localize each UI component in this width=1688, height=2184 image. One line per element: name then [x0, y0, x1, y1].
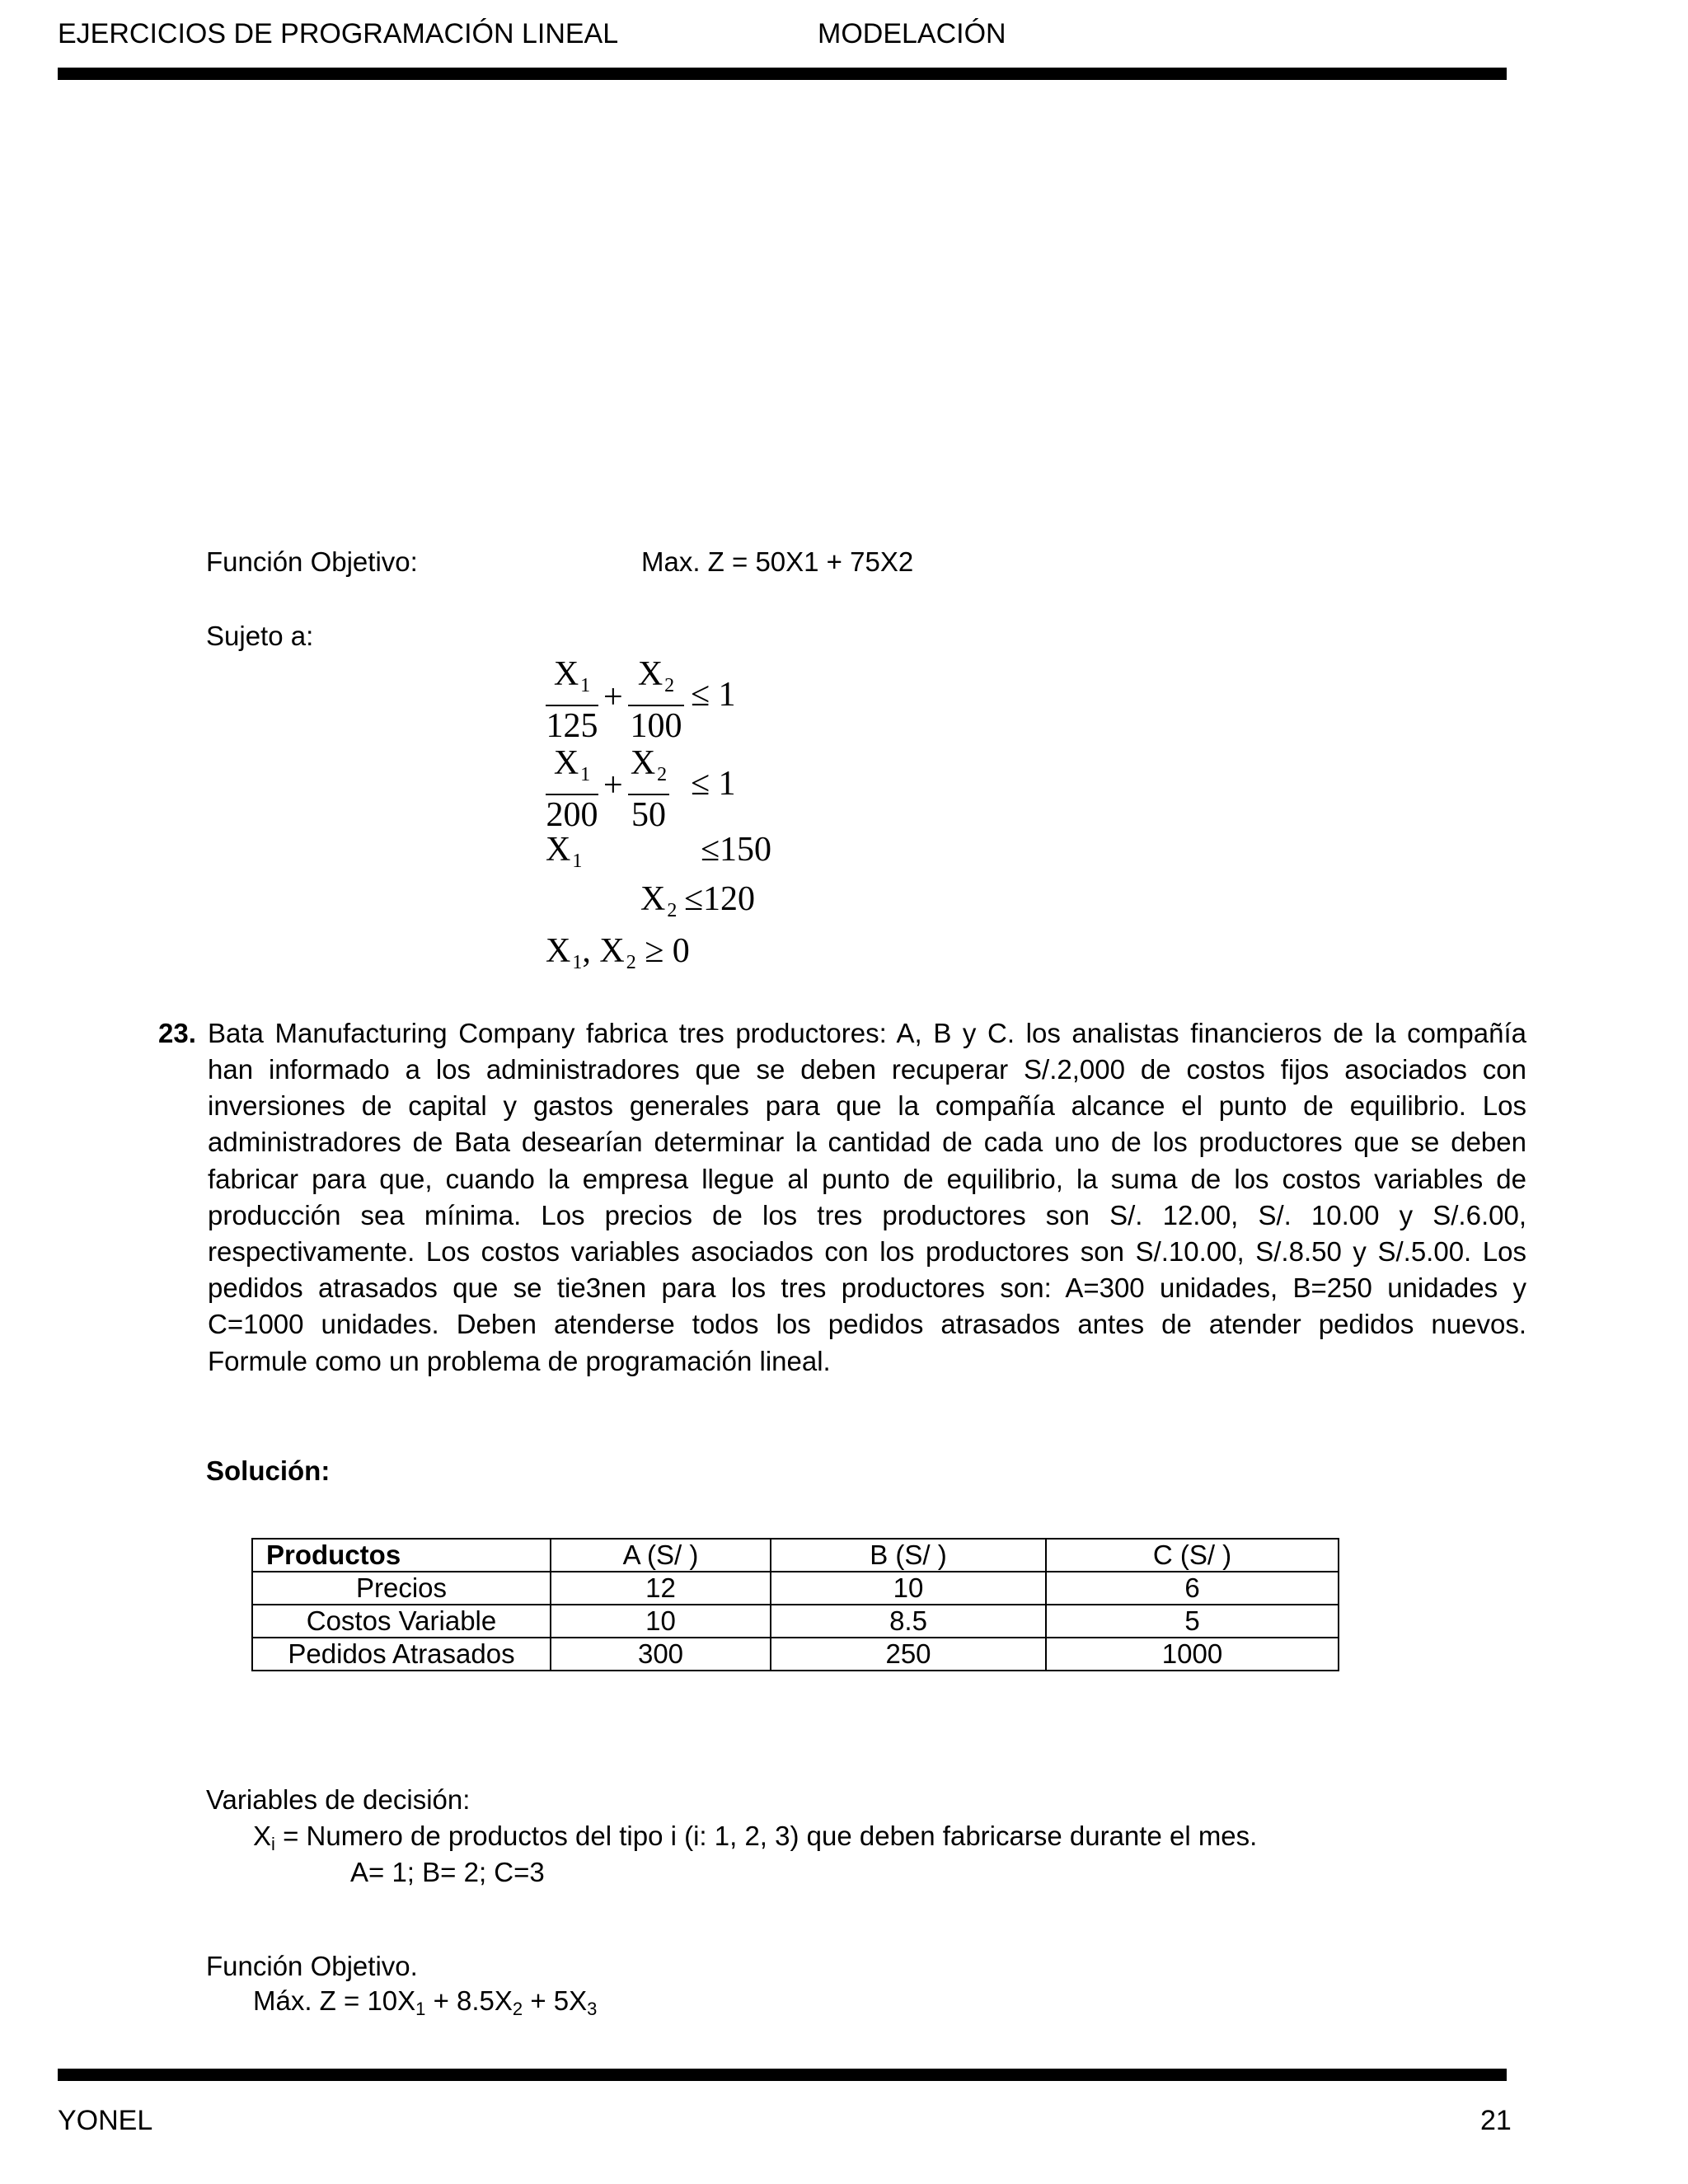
table-header-cell: C (S/ ): [1046, 1539, 1339, 1572]
problem-statement-line: C=1000 unidades. Deben atenderse todos los pedidos atrasados antes de atender pedidos nuevos.: [208, 1309, 1526, 1340]
subject-to-label: Sujeto a:: [206, 621, 314, 651]
constraint-3: $X_1$: [546, 831, 583, 872]
table-cell: 5: [1046, 1605, 1339, 1638]
decision-variables-label: Variables de decisión:: [206, 1784, 471, 1815]
header-rule: [58, 68, 1507, 80]
solution-label: Solución:: [206, 1455, 331, 1486]
problem-statement-line: fabricar para que, cuando la empresa llegue al punto de equilibrio, la suma de los costos variables de: [208, 1163, 1526, 1194]
table-cell: Precios: [252, 1572, 551, 1605]
table-cell: 10: [771, 1572, 1046, 1605]
data-table: [251, 1538, 1339, 1671]
non-negativity-constraint: $X_1$, $X_2 \ge 0$: [546, 932, 690, 973]
header-left-title: EJERCICIOS DE PROGRAMACIÓN LINEAL: [58, 18, 619, 49]
fraction-x1-200: $X_1$ 200: [546, 744, 598, 834]
table-cell: 300: [551, 1638, 771, 1671]
objective-expression: Max. Z = 50X1 + 75X2: [641, 546, 914, 577]
page-number: 21: [1480, 2105, 1512, 2136]
plus-sign: +: [603, 766, 623, 804]
problem-statement-line-1: Bata Manufacturing Company fabrica tres productores: A, B y C. los analistas financieros de la compañía: [208, 1018, 1526, 1048]
constraint-4: $X_2$: [640, 880, 678, 921]
table-cell: Costos Variable: [252, 1605, 551, 1638]
objective-label: Función Objetivo:: [206, 546, 418, 577]
constraint-3-bound: ≤150: [701, 831, 772, 869]
plus-sign: +: [603, 678, 623, 716]
table-cell: 250: [771, 1638, 1046, 1671]
table-row: [252, 1638, 1339, 1671]
fraction-x2-100: $X_2$ 100: [628, 655, 684, 746]
table-row: [252, 1572, 1339, 1605]
table-cell: 8.5: [771, 1605, 1046, 1638]
fraction-x1-125: $X_1$ 125: [546, 655, 598, 745]
table-header-cell: Productos: [252, 1539, 551, 1572]
table-cell: 10: [551, 1605, 771, 1638]
table-cell: 1000: [1046, 1638, 1339, 1671]
problem-statement-line: Formule como un problema de programación lineal.: [208, 1345, 831, 1376]
table-row: [252, 1605, 1339, 1638]
table-header-cell: B (S/ ): [771, 1539, 1046, 1572]
problem-statement-line: producción sea mínima. Los precios de los tres productores son S/. 12.00, S/. 10.00 y S/.6.00,: [208, 1199, 1526, 1230]
table-cell: 12: [551, 1572, 771, 1605]
problem-statement-line: administradores de Bata desearían determinar la cantidad de cada uno de los productores que se deben: [208, 1127, 1526, 1158]
objective-function-label: Función Objetivo.: [206, 1951, 418, 1981]
problem-statement-line: pedidos atrasados que se tie3nen para los tres productores son: A=300 unidades, B=250 unidades y: [208, 1272, 1526, 1304]
table-cell: 6: [1046, 1572, 1339, 1605]
constraint-4-bound: ≤120: [684, 880, 756, 918]
decision-variable-definition: $X_i$ = Numero de productos del tipo i (i: 1, 2, 3) que deben fabricarse durante el mes.: [253, 1821, 1258, 1854]
problem-statement-line: han informado a los administradores que se deben recuperar S/.2,000 de costos fijos asociados con: [208, 1054, 1526, 1085]
table-header-row: [252, 1539, 1339, 1572]
relation-le-1: ≤ 1: [691, 676, 736, 714]
problem-statement-line: inversiones de capital y gastos generales para que la compañía alcance el punto de equilibrio. Los: [208, 1090, 1526, 1122]
table-cell: Pedidos Atrasados: [252, 1638, 551, 1671]
relation-le-1: ≤ 1: [691, 765, 736, 803]
objective-function-expression: Máx. $Z = 10X_1 + 8.5X_2 + 5X_3$: [253, 1985, 598, 2019]
header-center-title: MODELACIÓN: [818, 18, 1006, 49]
decision-variable-mapping: A= 1; B= 2; C=3: [350, 1857, 545, 1887]
table-header-cell: A (S/ ): [551, 1539, 771, 1572]
fraction-x2-50: $X_2$ 50: [628, 744, 669, 835]
footer-rule: [58, 2069, 1507, 2081]
problem-statement-line: respectivamente. Los costos variables asociados con los productores son S/.10.00, S/.8.50 y S/.5.00. Los: [208, 1236, 1526, 1267]
problem-number: 23.: [158, 1018, 196, 1048]
footer-author: YONEL: [58, 2105, 153, 2136]
